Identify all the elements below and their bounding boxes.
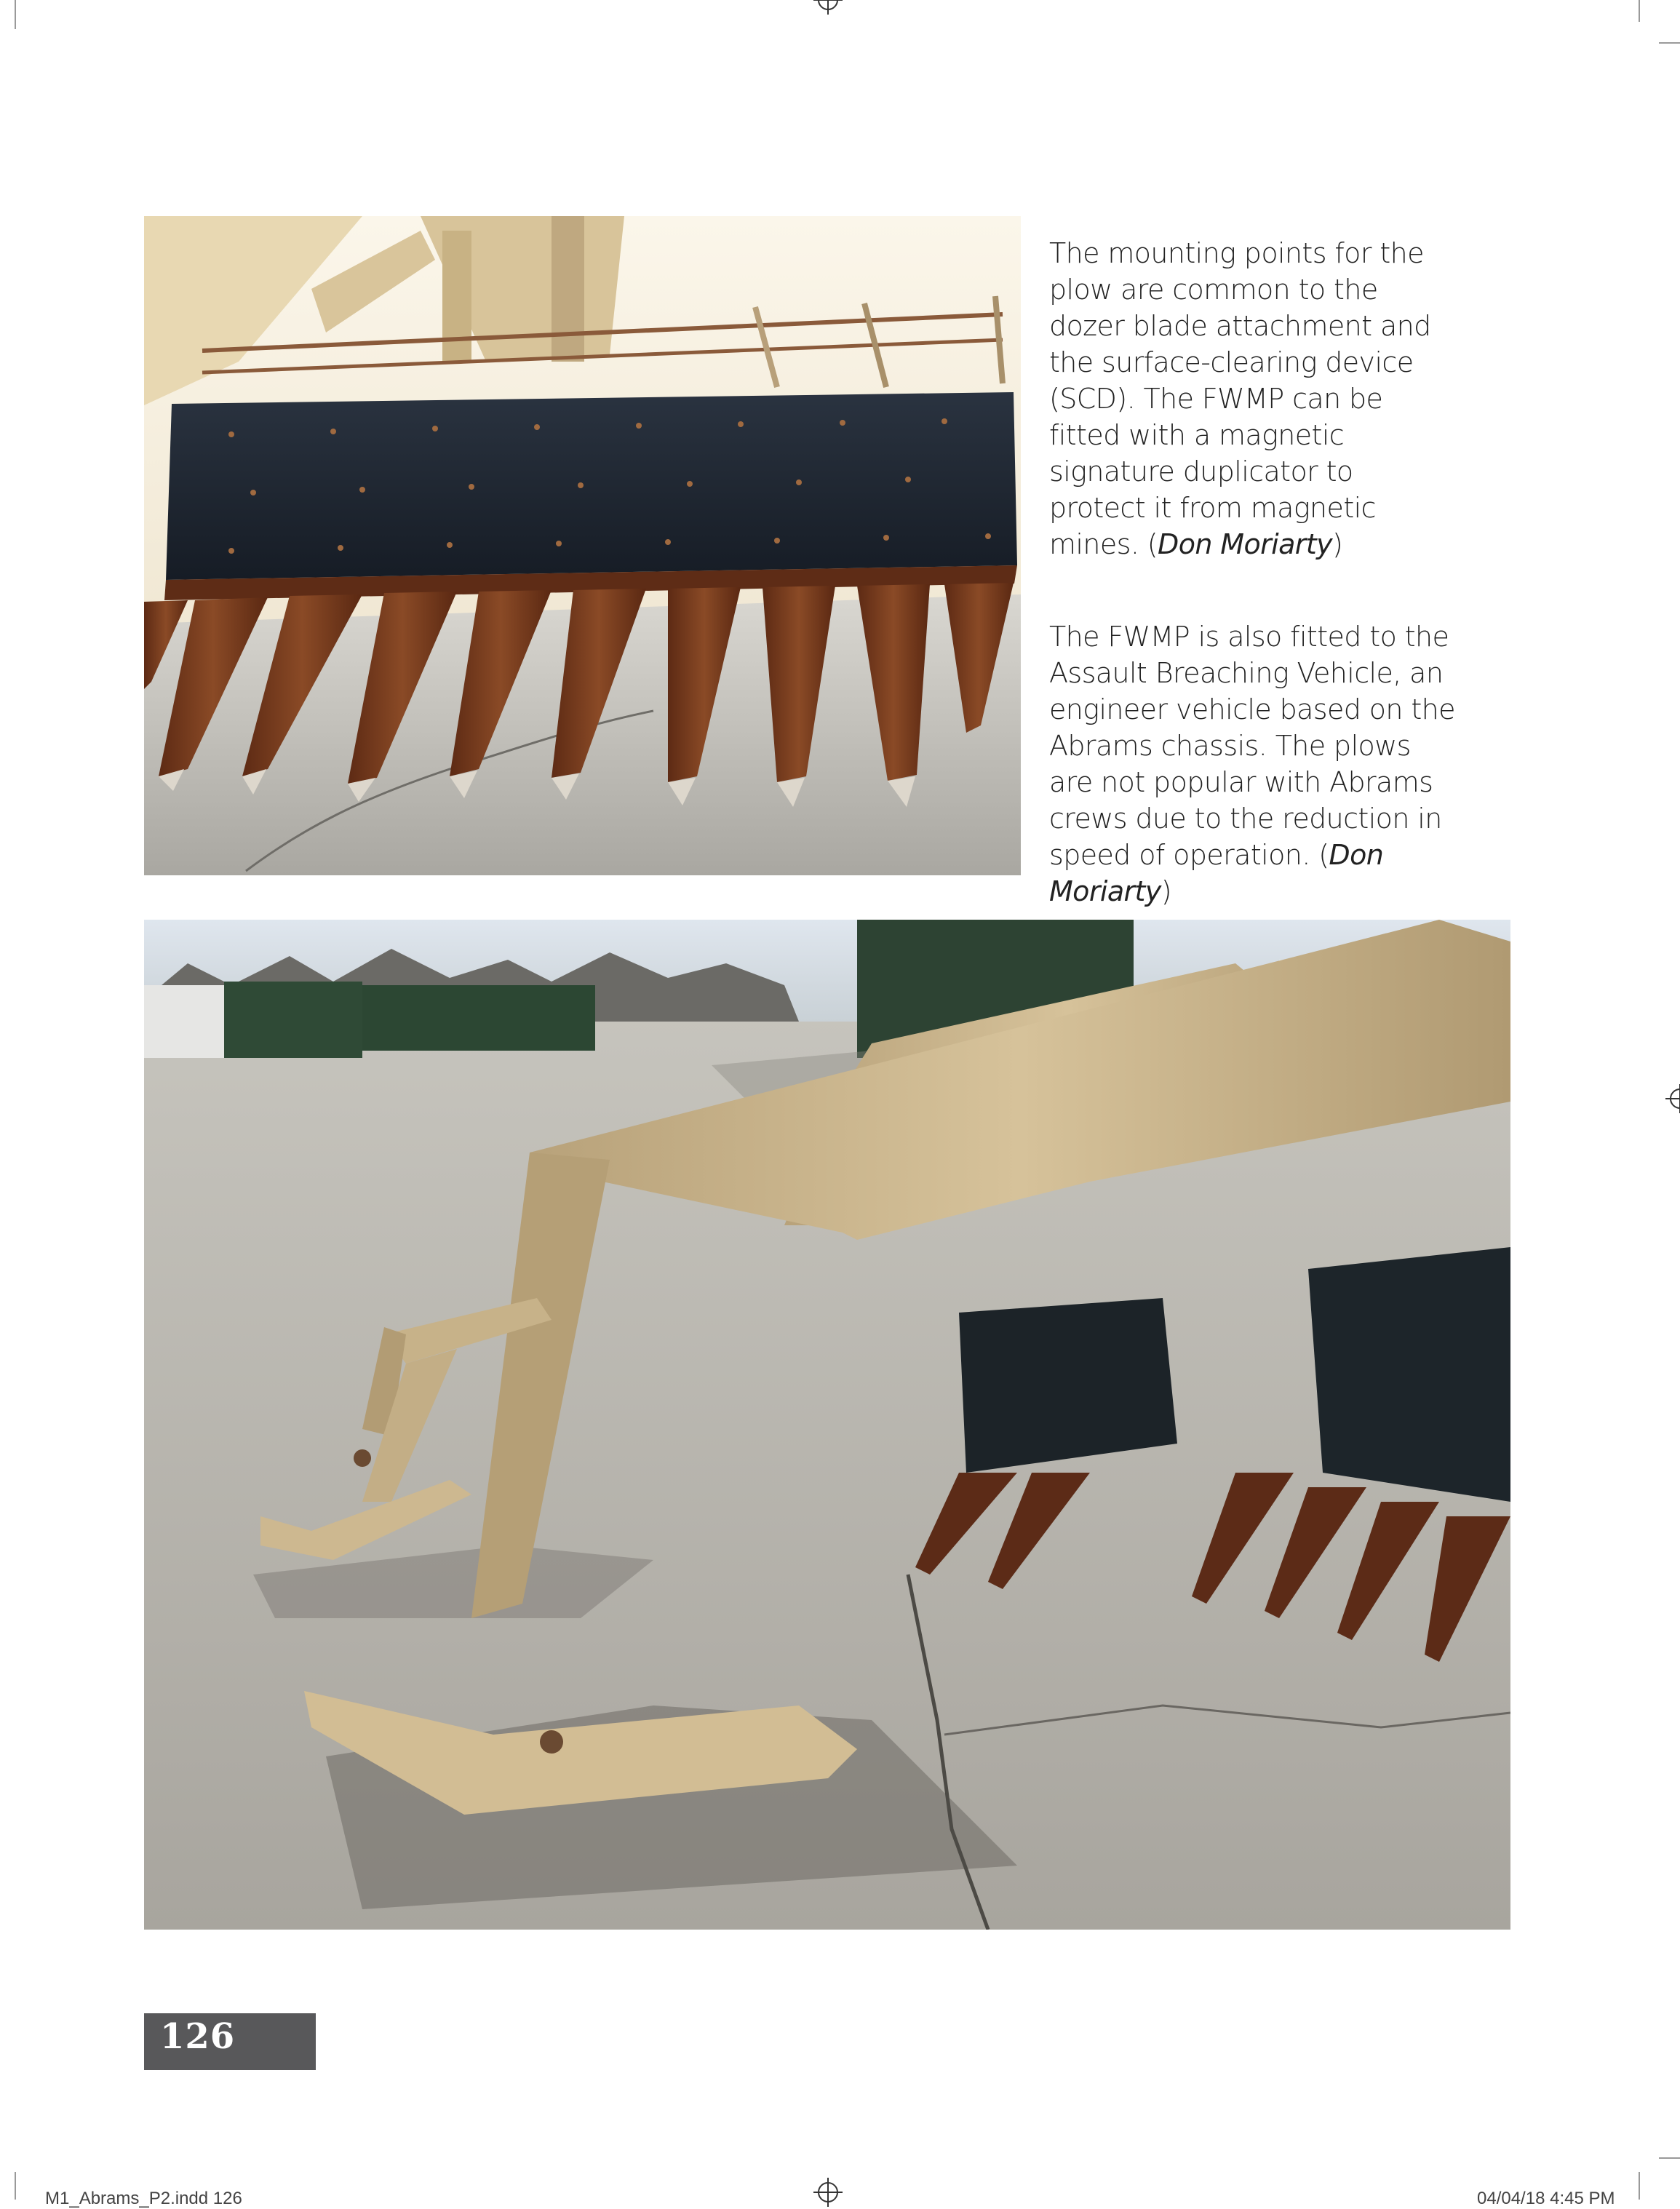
registration-mark-top [813,0,843,15]
photo-plow-blade [144,216,1021,875]
registration-mark-bottom [813,2178,843,2207]
trim-mark [1659,42,1680,44]
caption-close: ) [1332,528,1343,560]
photo-plow-skids [144,920,1510,1930]
caption-assault-breaching-vehicle [1049,618,1457,910]
photo-credit: Don Moriarty [1049,839,1384,907]
caption-text: The FWMP is also fitted to the Assault Breaching Vehicle, an engineer vehicle based on the Abrams chassis. The plows are not popular with Abrams crews due to the reduction in speed of operation. ( [1049,621,1455,871]
registration-mark-right [1665,1084,1680,1113]
slug-file-name: M1_Abrams_P2.indd 126 [45,2189,242,2208]
trim-mark [1659,2157,1680,2159]
caption-plow-mounting [1049,235,1457,562]
caption-text: The mounting points for the plow are common to the dozer blade attachment and the surface-clearing device (SCD). The FWMP can be fitted with a magnetic signature duplicator to protect it from magnetic mines. ( [1049,237,1431,560]
trim-mark [1639,0,1640,22]
trim-mark [1639,2172,1640,2200]
trim-mark [15,0,16,29]
slug-timestamp: 04/04/18 4:45 PM [1477,2189,1615,2208]
caption-close: ) [1161,875,1171,907]
page-number: 126 [160,2016,236,2057]
trim-mark [15,2172,16,2200]
photo-credit: Don Moriarty [1158,528,1333,560]
